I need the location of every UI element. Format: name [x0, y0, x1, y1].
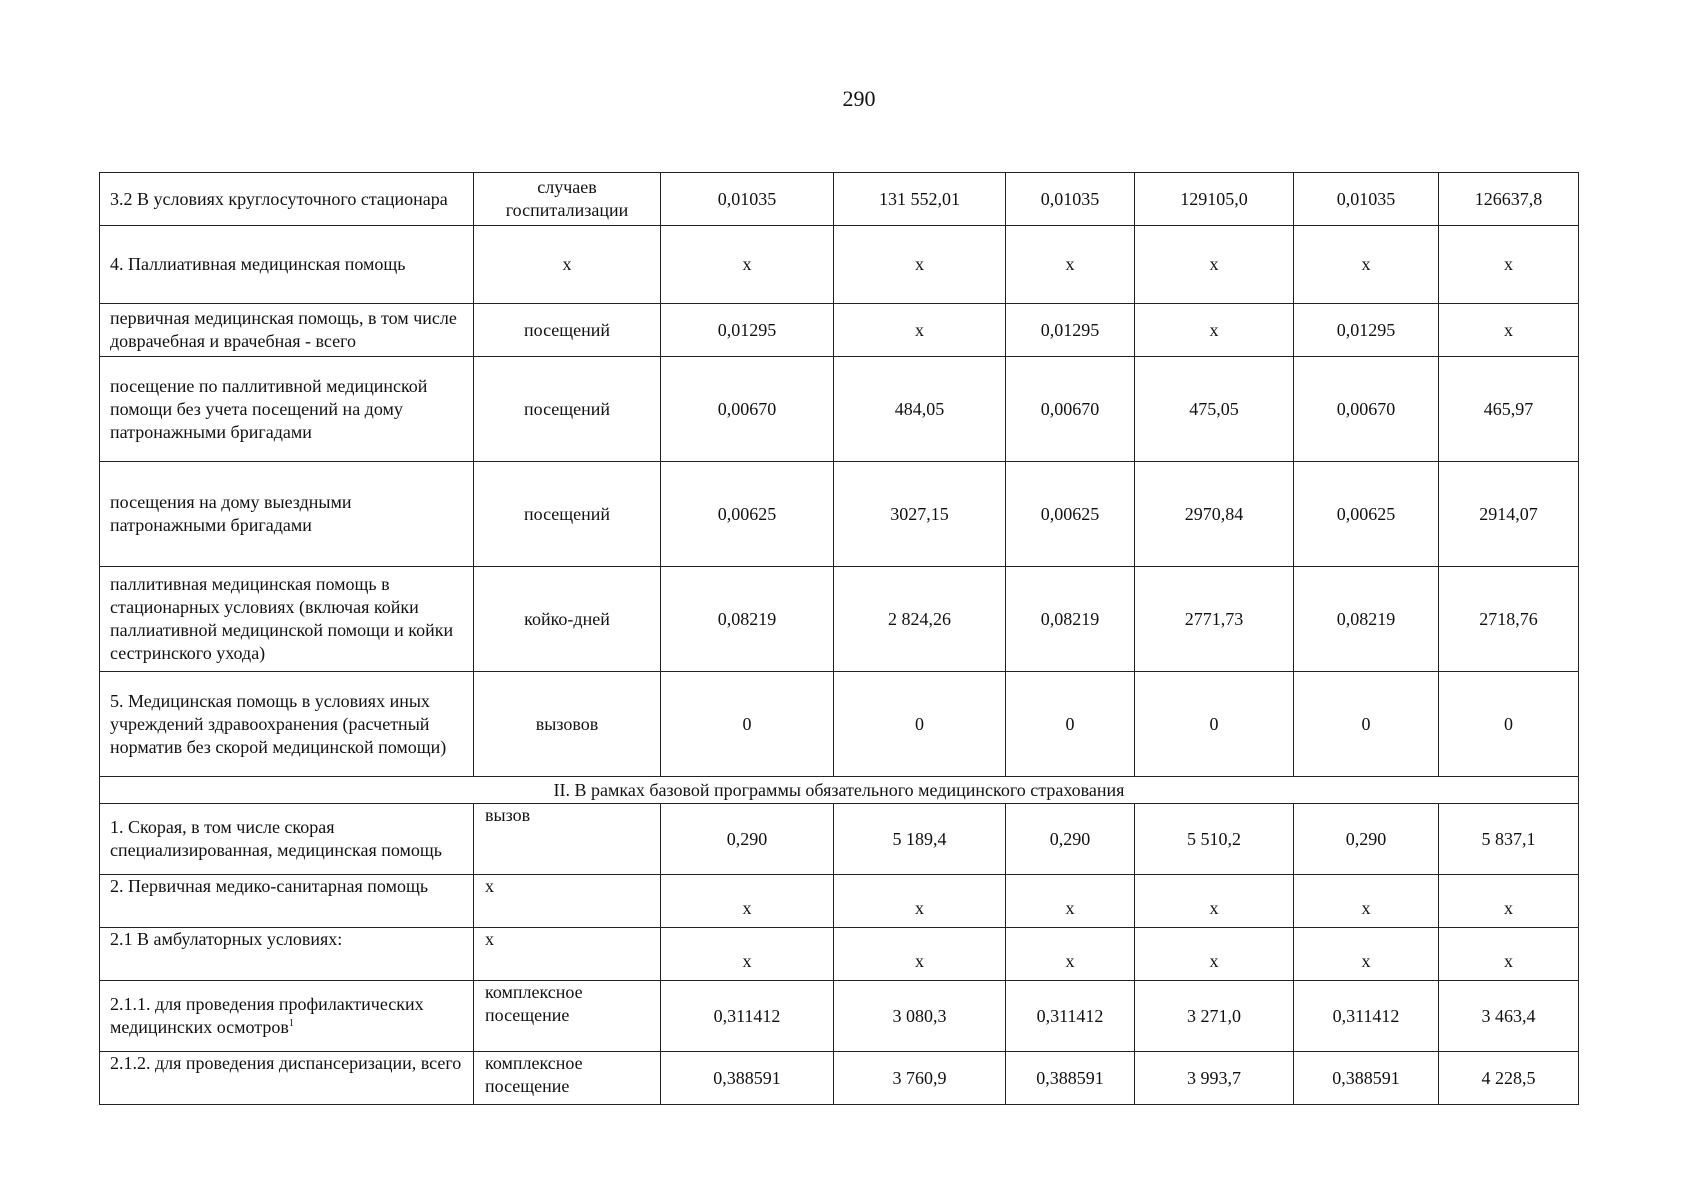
row-value: х	[834, 875, 1006, 928]
table-row	[100, 226, 1579, 304]
row-value: 0,01295	[1294, 304, 1439, 357]
row-unit: х	[474, 875, 661, 928]
section-header-row	[100, 777, 1579, 804]
row-value: 5 837,1	[1439, 804, 1579, 875]
row-value: 0,08219	[661, 567, 834, 672]
row-unit: койко-дней	[474, 567, 661, 672]
row-name: 2. Первичная медико-санитарная помощь	[100, 875, 474, 928]
row-value: х	[661, 875, 834, 928]
row-value: 0,00670	[1006, 357, 1135, 462]
row-value: 3 463,4	[1439, 981, 1579, 1052]
row-unit: вызовов	[474, 672, 661, 777]
row-value: 0,00670	[661, 357, 834, 462]
row-value: 0,08219	[1294, 567, 1439, 672]
row-unit: вызов	[474, 804, 661, 875]
table-row	[100, 357, 1579, 462]
row-value: х	[1006, 875, 1135, 928]
row-value: 129105,0	[1135, 173, 1294, 226]
row-unit: посещений	[474, 462, 661, 567]
row-value: х	[834, 304, 1006, 357]
row-value: 0,01295	[661, 304, 834, 357]
row-value: х	[1006, 226, 1135, 304]
row-name	[100, 981, 474, 1052]
row-value: 0,388591	[1294, 1052, 1439, 1105]
row-unit: х	[474, 226, 661, 304]
row-value: 3 080,3	[834, 981, 1006, 1052]
row-value: х	[1135, 928, 1294, 981]
row-value: 0	[661, 672, 834, 777]
table-row	[100, 804, 1579, 875]
row-value: 0,388591	[661, 1052, 834, 1105]
row-value: 0,311412	[1294, 981, 1439, 1052]
row-value: 0,290	[661, 804, 834, 875]
row-value: х	[1294, 928, 1439, 981]
row-value: х	[1006, 928, 1135, 981]
row-value: 2 824,26	[834, 567, 1006, 672]
row-value: 0,01035	[661, 173, 834, 226]
table-row	[100, 928, 1579, 981]
row-value: 0,00625	[1006, 462, 1135, 567]
row-value: 0,00625	[661, 462, 834, 567]
row-name: первичная медицинская помощь, в том числе доврачебная и врачебная - всего	[100, 304, 474, 357]
row-value: х	[1294, 226, 1439, 304]
row-value: х	[1439, 928, 1579, 981]
row-name: 2.1 В амбулаторных условиях:	[100, 928, 474, 981]
row-value: 0,290	[1294, 804, 1439, 875]
row-value: х	[1439, 875, 1579, 928]
row-unit: посещений	[474, 304, 661, 357]
table-row	[100, 672, 1579, 777]
row-value: 2718,76	[1439, 567, 1579, 672]
row-value: 0,311412	[1006, 981, 1135, 1052]
row-value: 0	[1439, 672, 1579, 777]
row-unit: х	[474, 928, 661, 981]
row-value: 475,05	[1135, 357, 1294, 462]
row-value: х	[1135, 304, 1294, 357]
table-row	[100, 567, 1579, 672]
row-value: 126637,8	[1439, 173, 1579, 226]
row-value: 0,01035	[1006, 173, 1135, 226]
row-name: посещение по паллитивной медицинской помощи без учета посещений на дому патронажными бригадами	[100, 357, 474, 462]
row-name-text: 2.1.1. для проведения профилактических медицинских осмотров	[110, 994, 424, 1037]
row-value: 5 510,2	[1135, 804, 1294, 875]
table-row	[100, 173, 1579, 226]
row-value: х	[834, 226, 1006, 304]
row-value: 2771,73	[1135, 567, 1294, 672]
footnote-mark: 1	[288, 1018, 294, 1029]
row-value: 3 760,9	[834, 1052, 1006, 1105]
section-header: II. В рамках базовой программы обязательного медицинского страхования	[100, 777, 1579, 804]
row-name: 3.2 В условиях круглосуточного стационара	[100, 173, 474, 226]
row-name: 4. Паллиативная медицинская помощь	[100, 226, 474, 304]
row-value: 3027,15	[834, 462, 1006, 567]
row-value: х	[661, 928, 834, 981]
row-value: 484,05	[834, 357, 1006, 462]
row-value: 2970,84	[1135, 462, 1294, 567]
row-value: х	[1135, 875, 1294, 928]
row-value: 0,01035	[1294, 173, 1439, 226]
row-value: х	[661, 226, 834, 304]
row-unit: комплексное посещение	[474, 981, 661, 1052]
table-row	[100, 304, 1579, 357]
row-value: х	[1135, 226, 1294, 304]
row-value: 5 189,4	[834, 804, 1006, 875]
row-value: 0,01295	[1006, 304, 1135, 357]
row-value: 0,290	[1006, 804, 1135, 875]
row-unit: случаев госпитализации	[474, 173, 661, 226]
row-name: посещения на дому выездными патронажными бригадами	[100, 462, 474, 567]
row-value: х	[1439, 304, 1579, 357]
row-value: 465,97	[1439, 357, 1579, 462]
row-value: 3 993,7	[1135, 1052, 1294, 1105]
row-value: 0,388591	[1006, 1052, 1135, 1105]
row-value: 0	[1135, 672, 1294, 777]
row-value: х	[834, 928, 1006, 981]
table-row	[100, 1052, 1579, 1105]
row-name: паллитивная медицинская помощь в стационарных условиях (включая койки паллиативной медицинской помощи и койки сестринского ухода)	[100, 567, 474, 672]
row-value: 0,311412	[661, 981, 834, 1052]
row-unit: комплексное посещение	[474, 1052, 661, 1105]
row-unit: посещений	[474, 357, 661, 462]
row-name: 1. Скорая, в том числе скорая специализированная, медицинская помощь	[100, 804, 474, 875]
row-name: 5. Медицинская помощь в условиях иных учреждений здравоохранения (расчетный норматив без скорой медицинской помощи)	[100, 672, 474, 777]
norms-table	[99, 172, 1579, 1105]
row-value: 2914,07	[1439, 462, 1579, 567]
row-value: х	[1439, 226, 1579, 304]
row-value: 4 228,5	[1439, 1052, 1579, 1105]
row-value: 131 552,01	[834, 173, 1006, 226]
row-value: х	[1294, 875, 1439, 928]
row-value: 3 271,0	[1135, 981, 1294, 1052]
table-row	[100, 875, 1579, 928]
row-value: 0	[834, 672, 1006, 777]
row-value: 0	[1006, 672, 1135, 777]
row-value: 0,00625	[1294, 462, 1439, 567]
row-name: 2.1.2. для проведения диспансеризации, всего	[100, 1052, 474, 1105]
row-value: 0,00670	[1294, 357, 1439, 462]
page-number: 290	[842, 86, 876, 111]
table-row	[100, 981, 1579, 1052]
row-value: 0	[1294, 672, 1439, 777]
row-value: 0,08219	[1006, 567, 1135, 672]
table-row	[100, 462, 1579, 567]
